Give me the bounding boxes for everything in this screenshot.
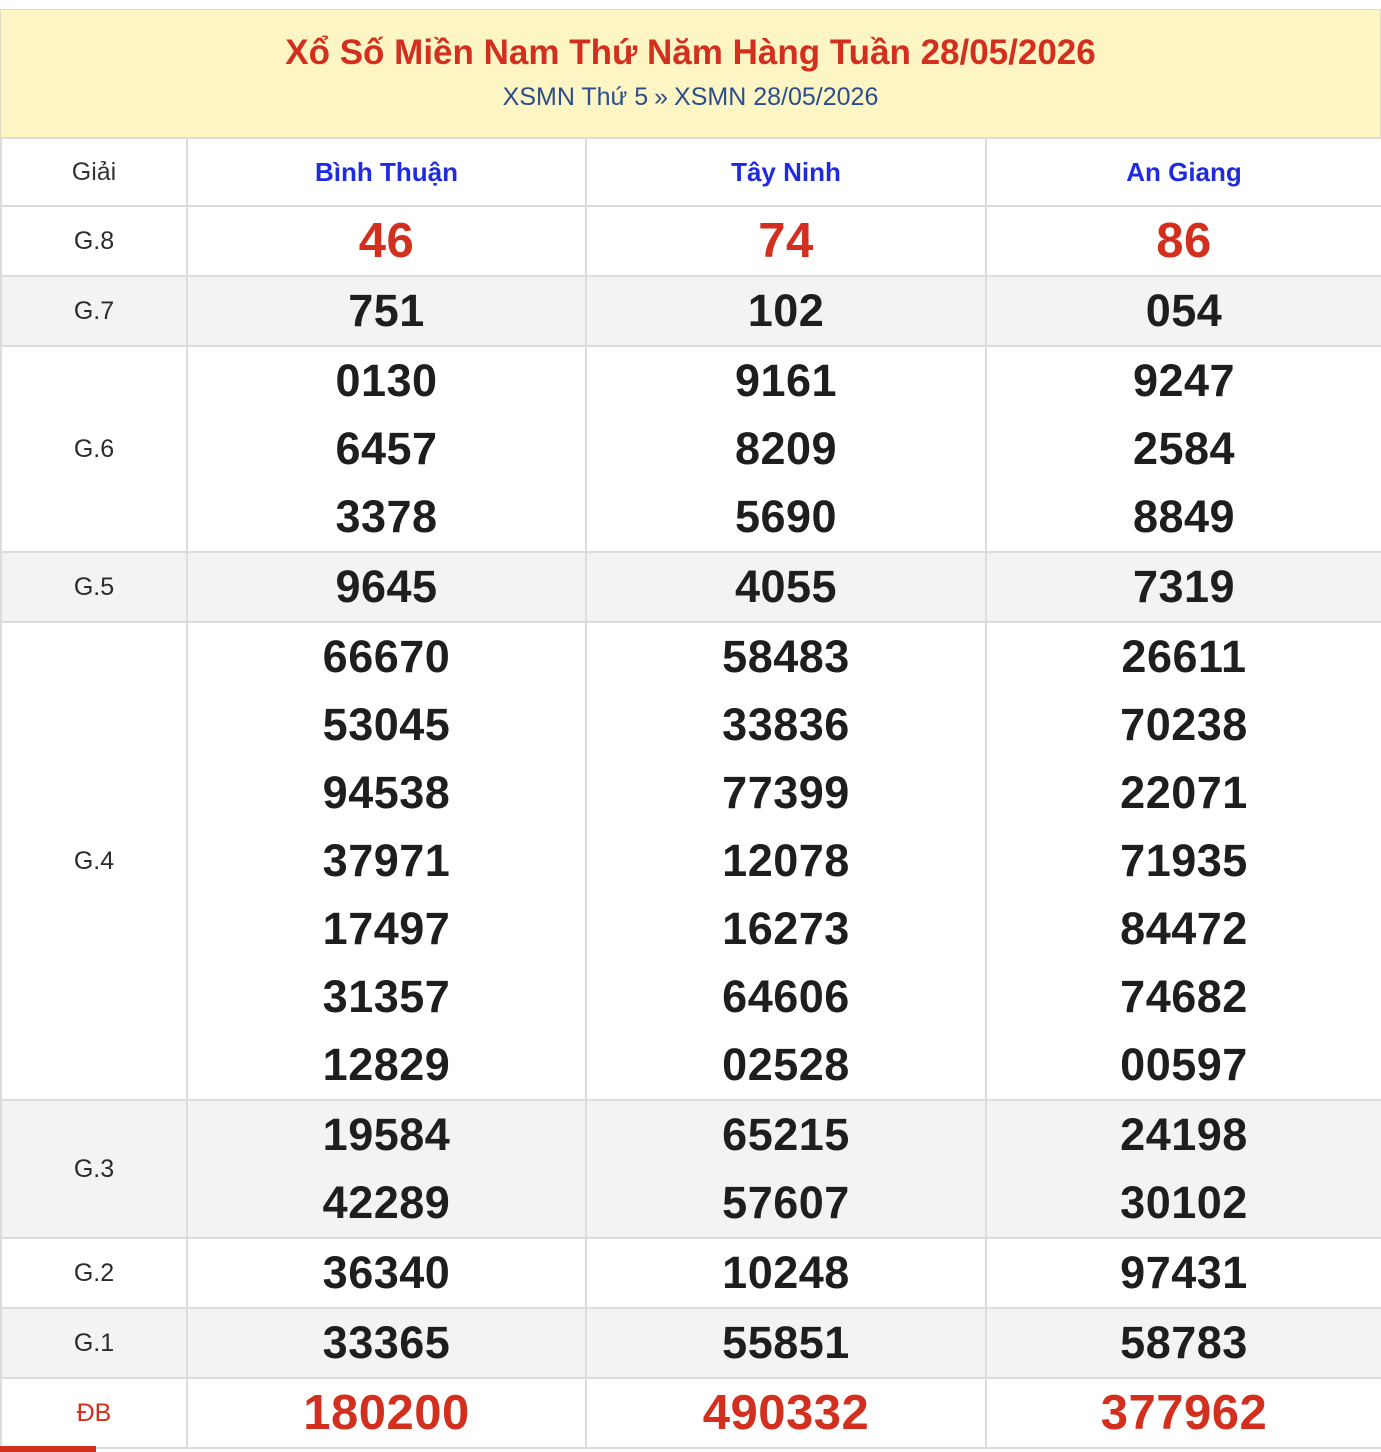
prize-number: 58783 [1120,1317,1248,1368]
prize-cell [586,346,986,552]
prize-number: 24198 [1120,1109,1248,1160]
prize-number: 12078 [722,835,850,886]
table-row [1,622,1381,1100]
prize-number: 3378 [335,491,438,542]
province-header-binh-thuan[interactable]: Bình Thuận [187,138,586,206]
prize-number: 94538 [322,767,451,818]
prize-cell [986,346,1381,552]
prize-number: 86 [1156,214,1212,268]
prize-number: 55851 [722,1317,850,1368]
table-row [1,1238,1381,1308]
prize-cell [187,1308,586,1378]
prize-number: 2584 [1132,423,1236,474]
prize-cell [586,1308,986,1378]
prize-cell [187,346,586,552]
prize-label: G.1 [1,1308,187,1378]
prize-number: 97431 [1120,1247,1248,1298]
prize-number: 74 [758,214,814,268]
prize-number: 17497 [322,903,451,954]
prize-label: G.4 [1,622,187,1100]
prize-number: 64606 [722,971,850,1022]
prize-number: 26611 [1121,631,1247,682]
prize-number: 10248 [722,1247,850,1298]
prize-number: 22071 [1120,767,1248,818]
prize-cell [187,206,586,276]
special-prize-number: 490332 [702,1386,870,1440]
prize-number: 84472 [1120,903,1248,954]
prize-number: 53045 [322,699,451,750]
prize-number: 33836 [722,699,850,750]
prize-number: 9645 [335,561,438,612]
table-row [1,1308,1381,1378]
prize-number: 5690 [734,491,838,542]
special-prize-number: 377962 [1100,1386,1268,1440]
prize-label: G.8 [1,206,187,276]
prize-number: 71935 [1120,835,1248,886]
table-row [1,1378,1381,1448]
table-row [1,346,1381,552]
prize-cell [187,276,586,346]
page-title: Xổ Số Miền Nam Thứ Năm Hàng Tuần 28/05/2026 [285,33,1096,72]
results-table-body [1,206,1381,1448]
prize-cell [586,1378,986,1448]
prize-cell [986,1100,1381,1238]
prize-label: G.2 [1,1238,187,1308]
prize-number: 8849 [1132,491,1236,542]
results-table [0,137,1381,1449]
prize-number: 8209 [734,423,838,474]
results-panel [0,9,1381,1449]
bottom-accent-bar [0,1446,96,1452]
prize-number: 00597 [1120,1039,1248,1090]
prize-label: ĐB [1,1378,187,1448]
breadcrumb [1,82,1380,112]
prize-cell [187,552,586,622]
prize-number: 0130 [335,355,438,406]
prize-cell [187,1100,586,1238]
prize-number: 66670 [322,631,451,682]
prize-cell [986,1238,1381,1308]
prize-cell [586,1100,986,1238]
table-row [1,1100,1381,1238]
prize-cell [187,622,586,1100]
prize-number: 33365 [322,1317,451,1368]
prize-number: 57607 [722,1177,850,1228]
prize-number: 74682 [1120,971,1248,1022]
table-row [1,206,1381,276]
province-header-an-giang[interactable]: An Giang [986,138,1381,206]
prize-number: 37971 [322,835,451,886]
table-row [1,552,1381,622]
prize-number: 7319 [1132,561,1236,612]
breadcrumb-separator: » [654,83,669,111]
prize-cell [187,1238,586,1308]
province-header-tay-ninh[interactable]: Tây Ninh [586,138,986,206]
prize-label: G.5 [1,552,187,622]
prize-label: G.7 [1,276,187,346]
prize-number: 4055 [734,561,838,612]
prize-number: 02528 [722,1039,850,1090]
prize-number: 30102 [1120,1177,1248,1228]
prize-number: 054 [1145,285,1223,336]
prize-cell [187,1378,586,1448]
prize-cell [586,622,986,1100]
prize-cell [986,622,1381,1100]
prize-cell [586,206,986,276]
table-row [1,276,1381,346]
prize-number: 58483 [722,631,850,682]
prize-cell [586,1238,986,1308]
prize-label: G.3 [1,1100,187,1238]
prize-number: 6457 [335,423,438,474]
prize-number: 9247 [1132,355,1236,406]
prize-cell [986,552,1381,622]
breadcrumb-link-weekday[interactable]: XSMN Thứ 5 [502,83,649,111]
prize-cell [986,1378,1381,1448]
prize-number: 77399 [722,767,850,818]
prize-number: 9161 [734,355,838,406]
special-prize-number: 180200 [303,1386,470,1440]
prize-cell [986,276,1381,346]
prize-number: 42289 [322,1177,451,1228]
prize-cell [586,276,986,346]
prize-number: 16273 [722,903,850,954]
prize-number: 19584 [322,1109,451,1160]
breadcrumb-link-date[interactable]: XSMN 28/05/2026 [674,83,879,111]
prize-number: 65215 [722,1109,850,1160]
prize-label: G.6 [1,346,187,552]
prize-number: 70238 [1120,699,1248,750]
prize-number: 12829 [322,1039,451,1090]
prize-number: 46 [358,214,415,268]
prize-number: 31357 [322,971,451,1022]
prize-number: 36340 [322,1247,451,1298]
prize-cell [986,1308,1381,1378]
prize-number: 102 [747,285,825,336]
prize-number: 751 [348,285,425,336]
prize-column-header: Giải [1,138,187,206]
results-header [0,9,1381,137]
table-header-row [1,138,1381,206]
prize-cell [986,206,1381,276]
prize-cell [586,552,986,622]
